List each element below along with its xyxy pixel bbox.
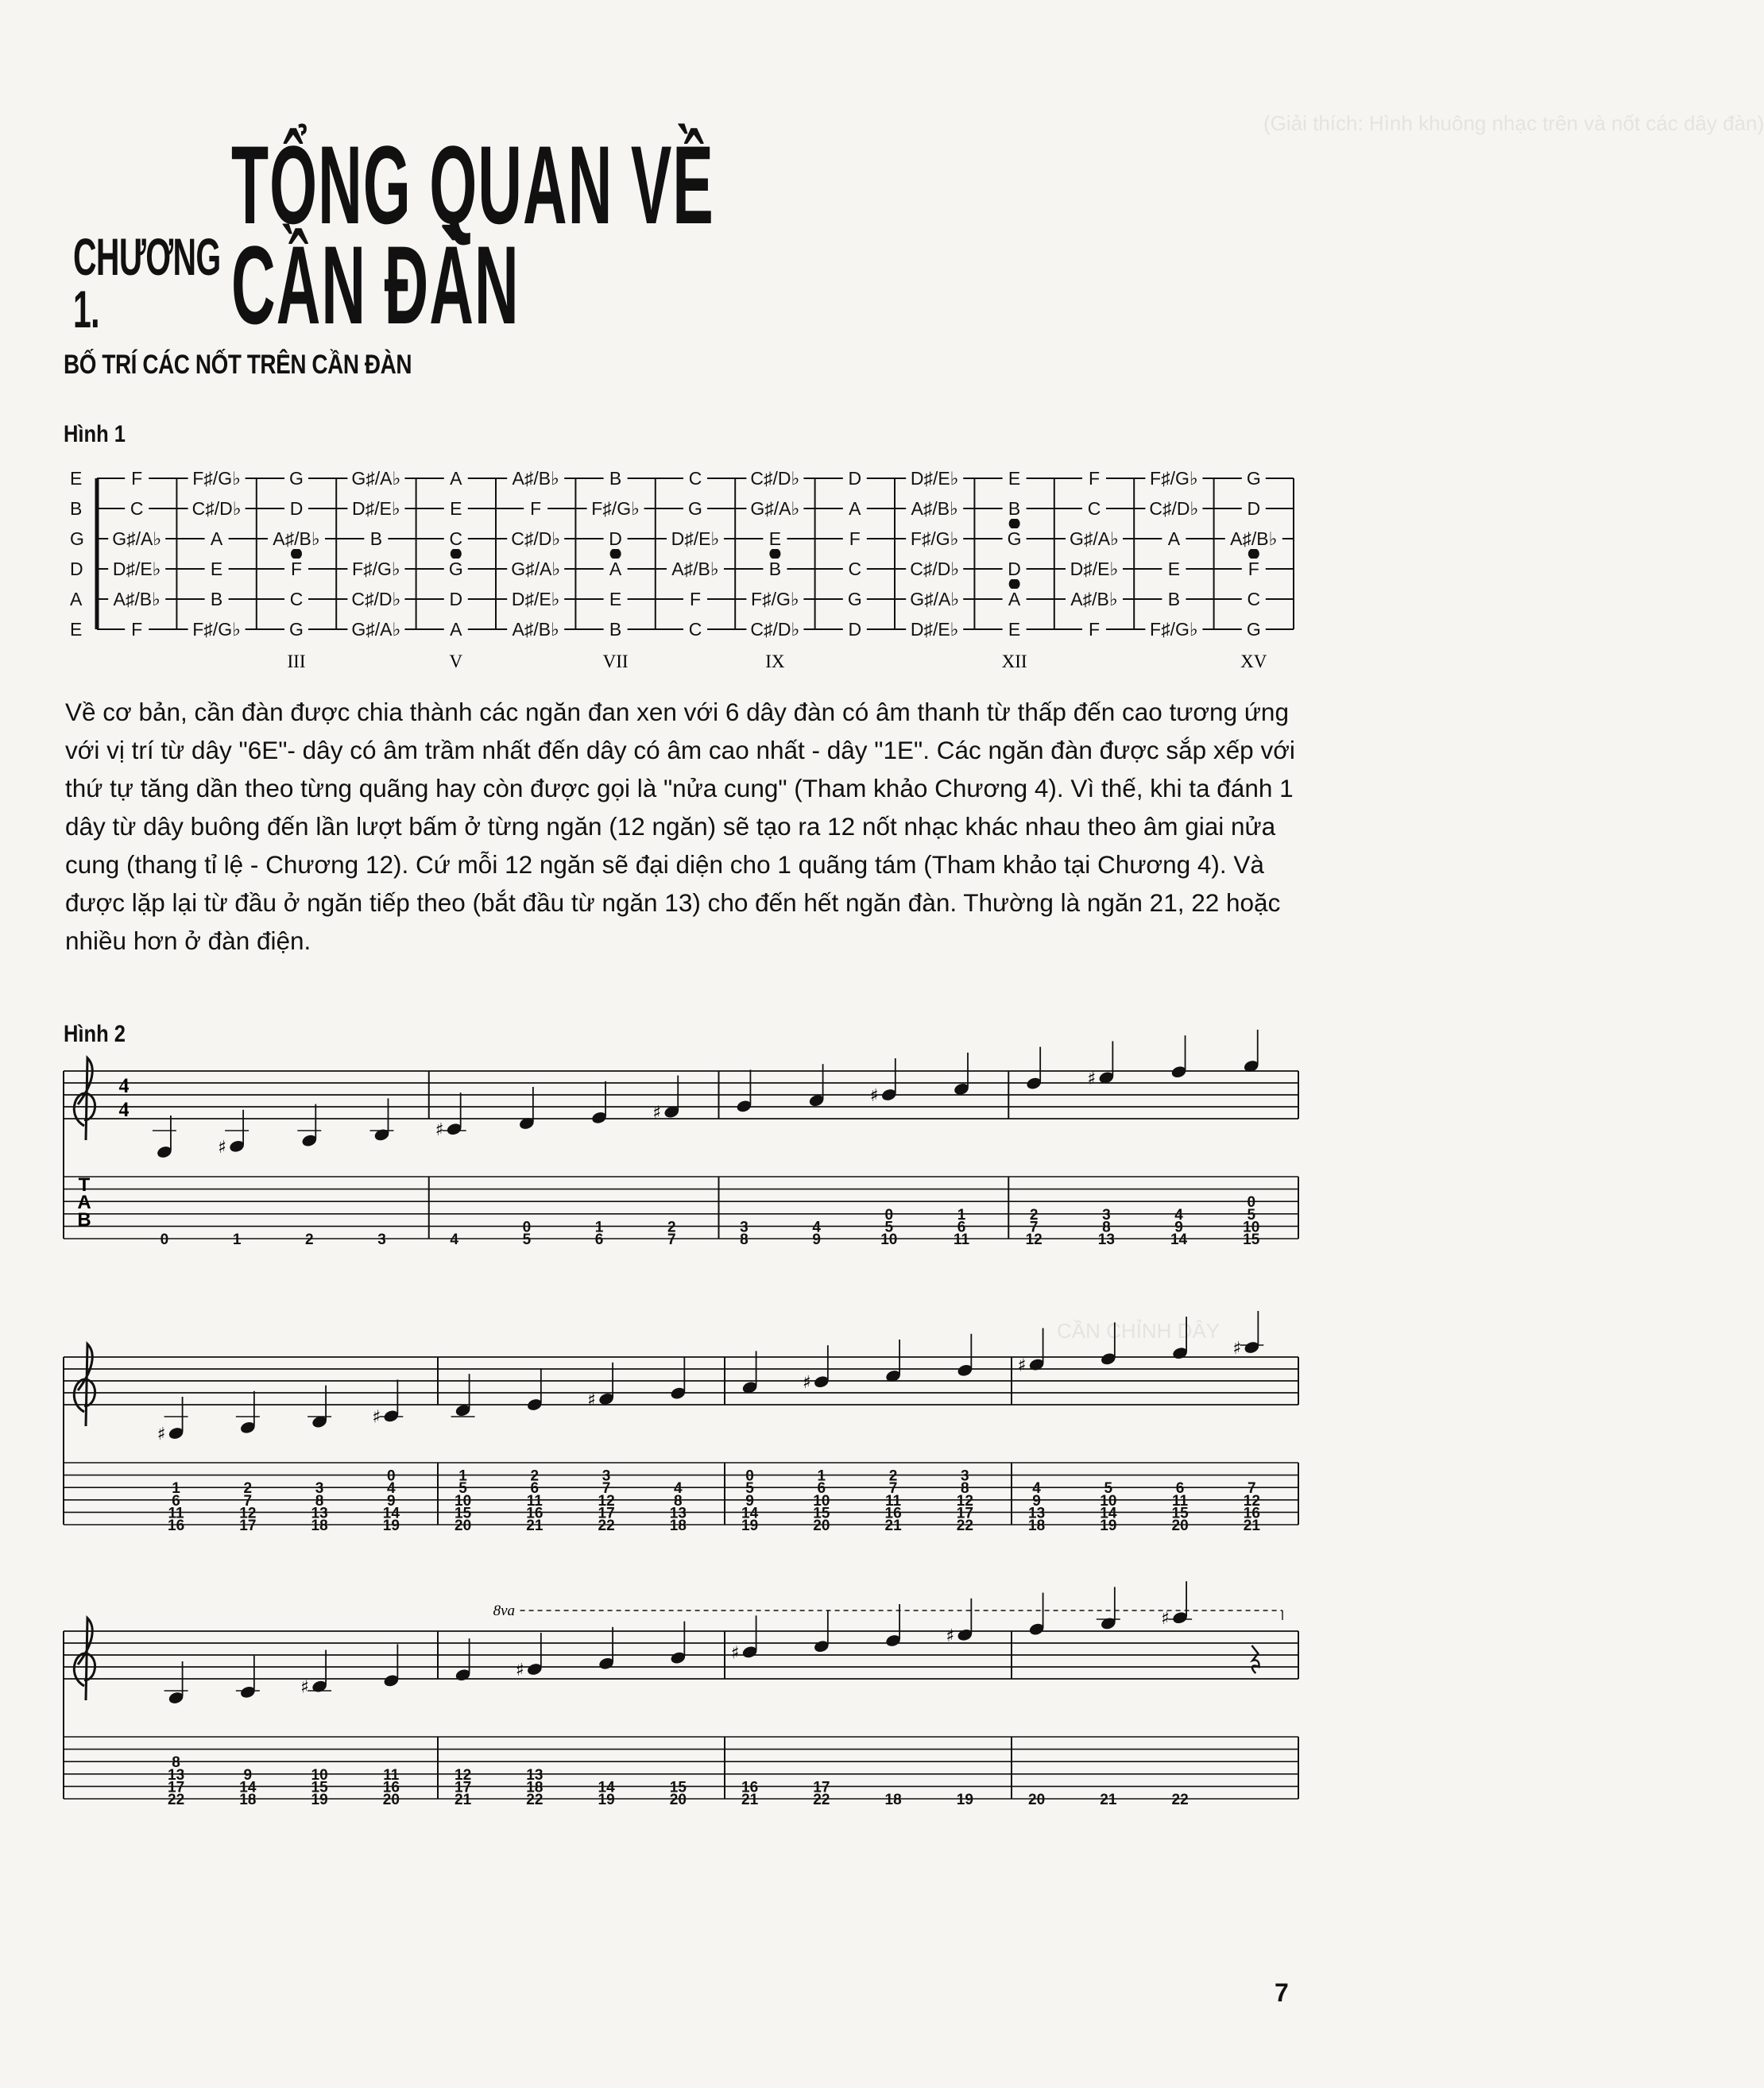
tab-fret-number: 19 [382,1518,400,1534]
tab-fret-number: 1 [458,1467,467,1485]
tab-fret-number: 8 [1102,1219,1111,1236]
tab-fret-number: 17 [168,1779,185,1796]
tab-fret-number: 16 [526,1505,544,1522]
tab-fret-number: 14 [1100,1505,1117,1522]
fret-inlay-dot [610,548,621,559]
sharp-sign: ♯ [435,1120,444,1141]
tab-fret-number: 12 [956,1492,973,1510]
fret-note-label: D♯/E♭ [511,589,560,609]
sharp-sign: ♯ [300,1677,309,1698]
sharp-sign: ♯ [157,1425,166,1444]
tab-fret-number: 9 [745,1492,754,1510]
string-name-label: B [70,498,83,519]
tab-fret-number: 11 [168,1505,184,1522]
tab-fret-number: 9 [812,1232,821,1248]
tab-fret-number: 12 [1243,1492,1260,1510]
fret-note-label: G [1246,468,1261,489]
treble-clef-icon [74,1618,95,1701]
fret-note-label: C [130,498,144,519]
tab-fret-number: 21 [884,1518,902,1534]
fret-note-label: B [1167,589,1181,609]
tab-fret-number: 14 [239,1779,257,1796]
tab-fret-number: 2 [667,1219,676,1236]
tab-fret-number: 6 [957,1219,966,1236]
fret-note-label: D [449,589,463,609]
sharp-sign: ♯ [372,1407,381,1428]
tab-fret-number: 19 [956,1792,973,1808]
tab-fret-number: 9 [243,1766,253,1784]
tab-fret-number: 7 [1248,1480,1256,1498]
tab-fret-number: 4 [674,1480,683,1498]
fret-note-label: F♯/G♭ [352,559,400,579]
string-name-label: A [70,589,83,609]
fret-note-label: A♯/B♭ [512,468,559,489]
treble-clef-icon [74,1058,95,1141]
fret-note-label: A [849,498,861,519]
tab-fret-number: 8 [961,1480,969,1498]
fret-note-label: A♯/B♭ [911,498,958,519]
fret-note-label: G [847,589,862,609]
tab-fret-number: 8 [315,1492,324,1510]
sharp-sign: ♯ [652,1103,661,1123]
fret-note-label: G [1246,619,1261,640]
tab-fret-number: 7 [1029,1219,1039,1236]
fret-note-label: B [609,468,622,489]
tab-fret-number: 15 [813,1505,830,1522]
fret-note-label: F [849,528,861,549]
fret-note-label: G♯/A♭ [750,498,800,519]
tab-clef-letter: B [77,1209,91,1231]
tab-fret-number: 16 [1243,1505,1260,1522]
tab-fret-number: 14 [598,1779,615,1796]
string-name-label: G [70,528,84,549]
fret-note-label: D [1247,498,1261,519]
tab-fret-number: 18 [526,1779,544,1796]
tab-fret-number: 14 [382,1505,400,1522]
fret-note-label: C♯/D♭ [1149,498,1199,519]
tab-fret-number: 5 [884,1219,894,1236]
tab-fret-number: 2 [530,1467,540,1485]
fret-note-label: G [1007,528,1022,549]
tab-fret-number: 7 [667,1232,676,1248]
fret-inlay-dot [769,548,780,559]
tab-fret-number: 13 [168,1766,185,1784]
body-paragraph-text: Về cơ bản, cần đàn được chia thành các ngăn đan xen với 6 dây đàn có âm thanh từ thấp đến cao tương ứng với vị trí từ dây "6E"- dây có âm trầm nhất đến dây có âm cao nhất - dây "1E". Các ngăn đàn được sắp xếp với thứ tự tăng dần theo từng quãng hay còn được gọi là "nửa cung" (Tham khảo Chương 4). Vì thế, khi ta đánh 1 dây từ dây buông đến lần lượt bấm ở từng ngăn (12 ngăn) sẽ tạo ra 12 nốt nhạc khác nhau theo âm giai nửa cung (thang tỉ lệ - Chương 12). Cứ mỗi 12 ngăn sẽ đại diện cho 1 quãng tám (Tham khảo tại Chương 4). Và được lặp lại từ đầu ở ngăn tiếp theo (bắt đầu từ ngăn 13) cho đến hết ngăn đàn. Thường là ngăn 21, 22 hoặc nhiều hơn ở đàn điện. [65,698,1295,955]
fret-inlay-dot [291,548,302,559]
fret-note-label: D♯/E♭ [1070,559,1119,579]
sharp-sign: ♯ [730,1643,740,1664]
tab-fret-number: 16 [741,1779,759,1796]
fret-position-marker: VII [602,652,629,671]
fret-note-label: D♯/E♭ [671,528,720,549]
fret-note-label: F [1088,468,1101,489]
fret-note-label: C [449,528,463,549]
fret-note-label: D [289,498,304,519]
notation-system-1 [0,1057,1386,1295]
tab-fret-number: 13 [1028,1505,1046,1522]
tab-fret-number: 4 [1032,1480,1041,1498]
tab-fret-number: 19 [1100,1518,1117,1534]
tab-fret-number: 2 [1029,1206,1039,1224]
figure2-label: Hình 2 [64,1021,126,1047]
tab-fret-number: 6 [530,1480,540,1498]
fret-note-label: A [210,528,223,549]
tab-fret-number: 10 [1243,1219,1260,1236]
tab-fret-number: 1 [817,1467,826,1485]
tab-fret-number: 15 [311,1779,328,1796]
time-signature-bottom: 4 [118,1098,130,1121]
fret-inlay-dot [1009,578,1020,590]
tab-fret-number: 20 [1171,1518,1189,1534]
fret-note-label: E [768,528,782,549]
tab-fret-number: 22 [813,1792,830,1808]
treble-clef-icon [74,1344,95,1427]
tab-fret-number: 0 [160,1232,169,1248]
tab-fret-number: 10 [813,1492,830,1510]
fret-note-label: F♯/G♭ [192,619,241,640]
fret-note-label: A♯/B♭ [1230,528,1278,549]
fret-note-label: G [289,468,304,489]
tab-fret-number: 22 [598,1518,615,1534]
tab-fret-number: 21 [741,1792,759,1808]
fret-note-label: C♯/D♭ [910,559,960,579]
tab-fret-number: 0 [745,1467,754,1485]
fret-inlay-dot [1248,548,1259,559]
tab-fret-number: 10 [311,1766,328,1784]
tab-fret-number: 0 [1247,1194,1256,1212]
tab-fret-number: 5 [522,1232,532,1248]
fret-note-label: C [688,468,702,489]
sharp-sign: ♯ [587,1390,596,1410]
tab-fret-number: 19 [741,1518,759,1534]
fret-position-marker: V [449,652,463,671]
fret-note-label: C [289,589,304,609]
sharp-sign: ♯ [1161,1609,1170,1630]
fret-note-label: G [289,619,304,640]
tab-fret-number: 21 [455,1792,472,1808]
tab-fret-number: 20 [813,1518,830,1534]
fret-note-label: C♯/D♭ [750,468,800,489]
fret-note-label: D [848,619,862,640]
tab-fret-number: 6 [1175,1480,1185,1498]
tab-clef-letter: T [78,1174,91,1196]
fret-note-label: G♯/A♭ [351,468,401,489]
fret-position-marker: XV [1240,652,1267,671]
fret-position-marker: III [287,652,306,671]
tab-fret-number: 15 [669,1779,687,1796]
tab-fret-number: 16 [884,1505,902,1522]
tab-fret-number: 17 [239,1518,257,1534]
tab-fret-number: 1 [957,1206,966,1224]
tab-fret-number: 21 [1243,1518,1260,1534]
fret-note-label: D♯/E♭ [112,559,161,579]
fret-note-label: E [210,559,223,579]
fret-note-label: A♯/B♭ [512,619,559,640]
tab-fret-number: 14 [741,1505,759,1522]
page-number: 7 [1275,1978,1289,2007]
fret-note-label: D♯/E♭ [910,468,959,489]
fret-note-label: E [609,589,622,609]
chapter-number: CHƯƠNG 1. [73,227,221,338]
fret-position-marker: IX [765,652,785,671]
tab-fret-number: 3 [602,1467,611,1485]
tab-fret-number: 6 [817,1480,826,1498]
fret-note-label: E [450,498,462,519]
fret-note-label: G♯/A♭ [910,589,960,609]
tab-fret-number: 1 [594,1219,604,1236]
fret-note-label: F [131,468,143,489]
tab-fret-number: 22 [956,1518,973,1534]
tab-fret-number: 20 [382,1792,400,1808]
notation-system-3 [0,1603,1386,1879]
sharp-sign: ♯ [1232,1339,1241,1359]
fret-note-label: C [1087,498,1101,519]
fret-note-label: F♯/G♭ [751,589,799,609]
fret-note-label: F [689,589,702,609]
fret-note-label: B [1008,498,1021,519]
tab-fret-number: 12 [1025,1232,1043,1248]
tab-fret-number: 5 [458,1480,467,1498]
tab-fret-number: 19 [598,1792,615,1808]
figure1-label: Hình 1 [64,421,126,447]
fret-note-label: G [448,559,463,579]
chapter-title-text: TỔNG QUAN VỀ CẦN ĐÀN [231,122,715,347]
fret-note-label: C [1247,589,1261,609]
tab-fret-number: 5 [1104,1480,1113,1498]
fret-note-label: A [609,559,622,579]
tab-clef-letter: A [77,1192,91,1213]
fret-note-label: F [1248,559,1259,579]
tab-fret-number: 3 [377,1232,386,1248]
tab-fret-number: 9 [1174,1219,1183,1236]
tab-fret-number: 18 [239,1792,257,1808]
tab-fret-number: 11 [526,1492,543,1510]
time-signature-top: 4 [118,1074,130,1097]
tab-fret-number: 22 [168,1792,185,1808]
tab-fret-number: 0 [522,1219,532,1236]
tab-fret-number: 8 [172,1754,180,1772]
fret-note-label: A [1008,589,1021,609]
tab-fret-number: 3 [1102,1206,1111,1224]
tab-fret-number: 20 [669,1792,687,1808]
tab-fret-number: 22 [526,1792,544,1808]
tab-fret-number: 20 [1028,1792,1046,1808]
fret-note-label: G♯/A♭ [351,619,401,640]
tab-fret-number: 11 [1172,1492,1189,1510]
tab-fret-number: 17 [598,1505,615,1522]
fret-inlay-dot [451,548,462,559]
tab-fret-number: 16 [382,1779,400,1796]
tab-fret-number: 5 [745,1480,754,1498]
fret-note-label: D [848,468,862,489]
tab-fret-number: 3 [961,1467,969,1485]
fret-note-label: F [530,498,542,519]
fret-note-label: F♯/G♭ [1150,619,1198,640]
tab-fret-number: 2 [243,1480,253,1498]
fret-note-label: E [1008,619,1021,640]
fret-note-label: C [688,619,702,640]
fret-note-label: C♯/D♭ [511,528,561,549]
fret-note-label: A [450,619,462,640]
tab-fret-number: 12 [455,1766,472,1784]
fret-note-label: A♯/B♭ [1070,589,1118,609]
fret-note-label: D [1008,559,1021,579]
tab-fret-number: 6 [594,1232,604,1248]
fret-note-label: A [1167,528,1181,549]
fret-note-label: C [848,559,862,579]
sharp-sign: ♯ [1087,1069,1097,1089]
tab-fret-number: 20 [455,1518,472,1534]
tab-fret-number: 15 [1171,1505,1189,1522]
tab-fret-number: 18 [311,1518,328,1534]
string-name-label: E [70,468,83,489]
tab-fret-number: 21 [1100,1792,1117,1808]
tab-fret-number: 10 [1100,1492,1117,1510]
string-name-label: D [70,559,83,579]
fret-note-label: B [768,559,782,579]
fret-note-label: E [1167,559,1181,579]
tab-fret-number: 10 [455,1492,472,1510]
tab-fret-number: 18 [884,1792,902,1808]
fret-note-label: G [688,498,702,519]
tab-fret-number: 3 [740,1219,749,1236]
fret-inlay-dot [1009,518,1020,529]
fretboard-diagram [0,461,1386,691]
tab-fret-number: 2 [305,1232,314,1248]
tab-fret-number: 12 [239,1505,257,1522]
tab-fret-number: 1 [232,1232,242,1248]
fret-note-label: A♯/B♭ [113,589,161,609]
fret-note-label: F [1088,619,1101,640]
tab-fret-number: 22 [1171,1792,1189,1808]
tab-fret-number: 1 [172,1480,180,1498]
notation-system-2 [0,1339,1386,1581]
sharp-sign: ♯ [869,1086,879,1106]
fret-note-label: C♯/D♭ [351,589,401,609]
sharp-sign: ♯ [1017,1355,1027,1376]
fret-position-marker: XII [1001,652,1027,671]
tab-fret-number: 11 [885,1492,902,1510]
tab-fret-number: 13 [669,1505,687,1522]
tab-fret-number: 8 [740,1232,749,1248]
octave-mark: 8va [493,1603,516,1619]
tab-fret-number: 9 [387,1492,396,1510]
tab-fret-number: 5 [1247,1206,1256,1224]
fret-note-label: D♯/E♭ [910,619,959,640]
tab-fret-number: 4 [387,1480,396,1498]
tab-fret-number: 12 [598,1492,615,1510]
fret-note-label: C♯/D♭ [191,498,242,519]
tab-fret-number: 13 [526,1766,544,1784]
tab-fret-number: 19 [311,1792,328,1808]
tab-fret-number: 7 [243,1492,253,1510]
sharp-sign: ♯ [802,1373,811,1394]
tab-fret-number: 16 [168,1518,185,1534]
tab-fret-number: 2 [888,1467,898,1485]
tab-fret-number: 17 [956,1505,973,1522]
fret-note-label: F [290,559,303,579]
tab-fret-number: 10 [880,1232,898,1248]
fret-note-label: B [369,528,383,549]
sharp-sign: ♯ [946,1626,954,1646]
tab-fret-number: 4 [450,1232,458,1248]
chapter-title [73,122,1386,347]
sharp-sign: ♯ [515,1661,524,1680]
section-heading: BỐ TRÍ CÁC NỐT TRÊN CẦN ĐÀN [64,350,412,380]
tab-fret-number: 18 [669,1518,687,1534]
fret-note-label: G♯/A♭ [1070,528,1119,549]
tab-fret-number: 0 [884,1206,894,1224]
fret-note-label: D♯/E♭ [352,498,400,519]
tab-fret-number: 0 [387,1467,396,1485]
tab-fret-number: 4 [812,1219,821,1236]
fret-note-label: D [609,528,622,549]
fret-note-label: A♯/B♭ [273,528,320,549]
fret-note-label: B [210,589,223,609]
fret-note-label: G♯/A♭ [511,559,561,579]
tab-fret-number: 7 [602,1480,611,1498]
tab-fret-number: 15 [455,1505,472,1522]
fret-note-label: F♯/G♭ [910,528,959,549]
tab-fret-number: 11 [953,1232,970,1248]
tab-fret-number: 7 [888,1480,898,1498]
fret-note-label: A♯/B♭ [671,559,719,579]
fret-note-label: B [609,619,622,640]
sharp-sign: ♯ [218,1137,226,1158]
fret-note-label: G♯/A♭ [112,528,162,549]
tab-fret-number: 18 [1028,1518,1046,1534]
fret-note-label: C♯/D♭ [750,619,800,640]
body-paragraph [65,693,1305,960]
fret-note-label: F♯/G♭ [192,468,241,489]
fret-note-label: F♯/G♭ [591,498,640,519]
tab-fret-number: 21 [526,1518,544,1534]
tab-fret-number: 14 [1170,1232,1188,1248]
string-name-label: E [70,619,83,640]
tab-fret-number: 17 [455,1779,472,1796]
tab-fret-number: 17 [813,1779,830,1796]
tab-fret-number: 13 [311,1505,328,1522]
tab-fret-number: 3 [315,1480,324,1498]
fret-note-label: A [450,468,462,489]
fret-note-label: F [131,619,143,640]
tab-fret-number: 6 [172,1492,180,1510]
fret-note-label: F♯/G♭ [1150,468,1198,489]
tab-fret-number: 8 [674,1492,683,1510]
fret-note-label: E [1008,468,1021,489]
quarter-rest-icon [1251,1645,1259,1673]
tab-fret-number: 4 [1174,1206,1183,1224]
tab-fret-number: 11 [383,1766,400,1784]
tab-fret-number: 15 [1243,1232,1260,1248]
tab-fret-number: 9 [1032,1492,1041,1510]
tab-fret-number: 13 [1097,1232,1115,1248]
